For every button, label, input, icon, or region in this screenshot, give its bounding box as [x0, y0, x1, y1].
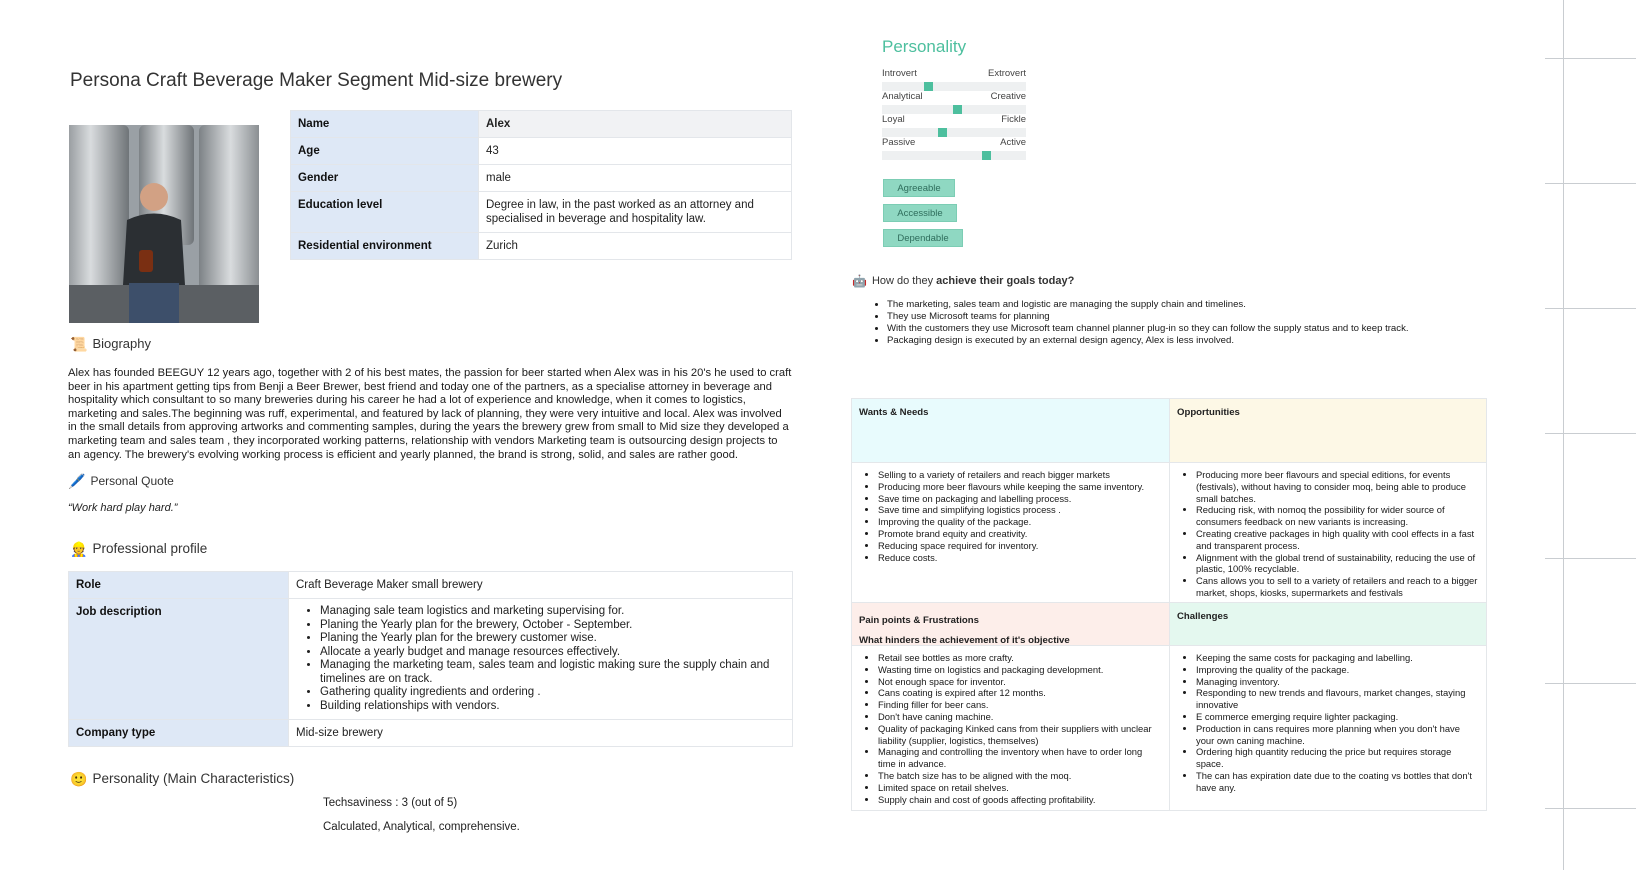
slider-left-label: Analytical [882, 91, 923, 102]
list-item: • Reducing risk, with nomoq the possibility for wider source of consumers feedback on new variants is increasing. [1196, 504, 1478, 528]
table-row [291, 111, 792, 138]
page-title: Persona Craft Beverage Maker Segment Mid-size brewery [70, 70, 563, 91]
pen-icon: 🖊️ [68, 473, 86, 489]
challenges-heading: Challenges [1170, 603, 1486, 646]
professional-profile-heading [70, 541, 207, 556]
table-row [291, 192, 792, 233]
company-value: Mid-size brewery [289, 720, 793, 747]
smile-icon: 🙂 [70, 770, 88, 787]
ruler-line [1563, 0, 1564, 870]
biography-heading [70, 336, 151, 351]
job-description-list [296, 605, 785, 713]
ruler-line [1545, 683, 1636, 684]
table-row [69, 572, 793, 599]
company-key: Company type [69, 720, 289, 747]
list-item: • Improving the quality of the package. [1196, 664, 1478, 676]
needs-opportunities-grid [851, 398, 1487, 811]
list-item: • Responding to new trends and flavours, market changes, staying innovative [1196, 687, 1478, 711]
slider-left-label: Introvert [882, 68, 917, 79]
list-item: • Producing more beer flavours while keeping the same inventory. [878, 481, 1161, 493]
pain-points-subtitle: What hinders the achievement of it's objective [859, 635, 1070, 646]
slider-left-label: Passive [882, 137, 916, 148]
list-item: • Finding filler for beer cans. [878, 699, 1161, 711]
opportunities-list [1170, 463, 1486, 603]
personal-quote: “Work hard play hard.” [68, 502, 178, 514]
traits-text: Calculated, Analytical, comprehensive. [323, 821, 520, 833]
info-value: Alex [479, 111, 792, 138]
scroll-icon: 📜 [70, 335, 88, 352]
list-item: • Building relationships with vendors. [320, 700, 785, 714]
persona-photo [69, 125, 259, 323]
slider-knob [924, 82, 933, 91]
role-key: Role [69, 572, 289, 599]
info-key: Name [291, 111, 479, 138]
list-item: • The batch size has to be aligned with the moq. [878, 770, 1161, 782]
slider-knob [938, 128, 947, 137]
info-value: Degree in law, in the past worked as an attorney and specialised in beverage and hospitality law. [479, 192, 792, 233]
goals-heading [852, 274, 1074, 288]
role-value: Craft Beverage Maker small brewery [289, 572, 793, 599]
quote-heading-label: Personal Quote [90, 474, 174, 488]
personality-title: Personality [882, 37, 967, 56]
list-item: • Promote brand equity and creativity. [878, 528, 1161, 540]
list-item: • Quality of packaging Kinked cans from their suppliers with unclear liability (supplier, logistics, themselves) [878, 723, 1161, 747]
ruler-line [1545, 183, 1636, 184]
slider-track [882, 105, 1026, 114]
wants-needs-heading: Wants & Needs [852, 399, 1170, 463]
ruler-line [1545, 58, 1636, 59]
basic-info-table [290, 110, 792, 260]
list-item: • Selling to a variety of retailers and reach bigger markets [878, 469, 1161, 481]
info-key: Residential environment [291, 233, 479, 260]
list-item: • Planing the Yearly plan for the brewery, October - September. [320, 619, 785, 633]
biography-heading-label: Biography [92, 336, 151, 351]
professional-profile-heading-label: Professional profile [92, 541, 208, 556]
info-key: Education level [291, 192, 479, 233]
ruler-line [1545, 558, 1636, 559]
goals-heading-prefix: How do they [871, 275, 937, 287]
pain-points-heading [852, 603, 1170, 646]
list-item: • Retail see bottles as more crafty. [878, 652, 1161, 664]
list-item: • Creating creative packages in high quality with cool effects in a fast and transparent process. [1196, 528, 1478, 552]
list-item: • The can has expiration date due to the coating vs bottles that don't have any. [1196, 770, 1478, 794]
trait-badge: Dependable [883, 229, 963, 247]
list-item: • The marketing, sales team and logistic are managing the supply chain and timelines. [887, 299, 1409, 311]
slider-track [882, 128, 1026, 137]
table-row [291, 233, 792, 260]
info-value: Zurich [479, 233, 792, 260]
info-key: Gender [291, 165, 479, 192]
goals-list [887, 299, 1409, 347]
list-item: • Keeping the same costs for packaging and labelling. [1196, 652, 1478, 664]
goals-heading-bold: achieve their goals today? [936, 275, 1075, 287]
list-item: • Gathering quality ingredients and ordering . [320, 686, 785, 700]
list-item: • Managing sale team logistics and marketing supervising for. [320, 605, 785, 619]
opportunities-heading: Opportunities [1170, 399, 1486, 463]
list-item: • Reducing space required for inventory. [878, 540, 1161, 552]
list-item: • Save time and simplifying logistics process . [878, 504, 1161, 516]
slider-knob [982, 151, 991, 160]
list-item: • Supply chain and cost of goods affecting profitability. [878, 794, 1161, 806]
list-item: • Improving the quality of the package. [878, 516, 1161, 528]
table-row [69, 599, 793, 720]
list-item: • Save time on packaging and labelling process. [878, 493, 1161, 505]
list-item: • Packaging design is executed by an external design agency, Alex is less involved. [887, 335, 1409, 347]
challenges-list [1170, 646, 1486, 810]
list-item: • Alignment with the global trend of sustainability, reducing the use of plastic, 100% recyclable. [1196, 552, 1478, 576]
list-item: • With the customers they use Microsoft team channel planner plug-in so they can follow the supply status and to keep track. [887, 323, 1409, 335]
list-item: • Cans coating is expired after 12 months. [878, 687, 1161, 699]
techsaviness-text: Techsaviness : 3 (out of 5) [323, 797, 458, 809]
slider-right-label: Extrovert [987, 68, 1026, 79]
list-item: • Cans allows you to sell to a variety of retailers and reach to a bigger market, shops, kiosks, supermarkets and festivals [1196, 575, 1478, 599]
quote-heading [68, 474, 174, 488]
list-item: • Production in cans requires more planning when you don't have your own caning machine. [1196, 723, 1478, 747]
slider-right-label: Fickle [1001, 114, 1026, 125]
ruler-line [1545, 308, 1636, 309]
trait-badge: Accessible [883, 204, 957, 222]
robot-icon: 🤖 [852, 274, 867, 288]
list-item: • Reduce costs. [878, 552, 1161, 564]
list-item: • Limited space on retail shelves. [878, 782, 1161, 794]
info-value: 43 [479, 138, 792, 165]
pain-points-list [852, 646, 1170, 810]
pain-points-title: Pain points & Frustrations [859, 615, 979, 626]
job-key: Job description [69, 599, 289, 720]
slider-passive-active [882, 137, 1026, 160]
table-row [291, 165, 792, 192]
slider-loyal-fickle [882, 114, 1026, 137]
ruler-line [1545, 808, 1636, 809]
list-item: • Managing the marketing team, sales team and logistic making sure the supply chain and timelines are on track. [320, 659, 785, 686]
list-item: • Not enough space for inventor. [878, 676, 1161, 688]
personality-main-heading [70, 771, 294, 786]
list-item: • Managing inventory. [1196, 676, 1478, 688]
slider-track [882, 151, 1026, 160]
info-key: Age [291, 138, 479, 165]
table-row [291, 138, 792, 165]
info-value: male [479, 165, 792, 192]
list-item: • E commerce emerging require lighter packaging. [1196, 711, 1478, 723]
ruler-line [1545, 433, 1636, 434]
slider-left-label: Loyal [882, 114, 905, 125]
slider-track [882, 82, 1026, 91]
list-item: • Allocate a yearly budget and manage resources effectively. [320, 646, 785, 660]
slider-right-label: Active [1000, 137, 1026, 148]
list-item: • Producing more beer flavours and special editions, for events (festivals), without having to consider moq, being able to produce small batches. [1196, 469, 1478, 504]
list-item: • Ordering high quantity reducing the price but requires storage space. [1196, 746, 1478, 770]
biography-text: Alex has founded BEEGUY 12 years ago, together with 2 of his best mates, the passion for beer started when Alex was in his 20's he used to craft beer in his apartment getting tips from Benji a Beer Brewer, best friend and today one of the partners, as a specialise attorney in beverage and hospitality which consultant to so many breweries during his career he had a lot of experience and knowledge, when it comes to logistics, marketing and sales.The beginning was ruff, experimental, and featured by lack of planning, they were very intuitive and local. Alex was involved in the small details from approving artworks and commenting samples, during the years the brewery grew from small to Mid size they developed a marketing team and sales team , they incorporated working patterns, relationship with vendors Marketing team is outsourcing design projects to an agency. The brewery's evolving working process is efficient and yearly planned, the brand is strong, solid, and sales are rather good. [68, 367, 792, 461]
professional-profile-table [68, 571, 793, 747]
worker-icon: 👷 [70, 540, 88, 557]
wants-needs-list [852, 463, 1170, 603]
job-value [289, 599, 793, 720]
slider-introvert-extrovert [882, 68, 1026, 91]
table-row [69, 720, 793, 747]
slider-knob [953, 105, 962, 114]
list-item: • Planing the Yearly plan for the brewery customer wise. [320, 632, 785, 646]
trait-badge: Agreeable [883, 179, 955, 197]
personality-main-heading-label: Personality (Main Characteristics) [92, 771, 295, 786]
slider-analytical-creative [882, 91, 1026, 114]
slider-right-label: Creative [990, 91, 1026, 102]
list-item: • Wasting time on logistics and packaging development. [878, 664, 1161, 676]
list-item: • Managing and controlling the inventory when have to order long time in advance. [878, 746, 1161, 770]
list-item: • Don't have caning machine. [878, 711, 1161, 723]
list-item: • They use Microsoft teams for planning [887, 311, 1409, 323]
